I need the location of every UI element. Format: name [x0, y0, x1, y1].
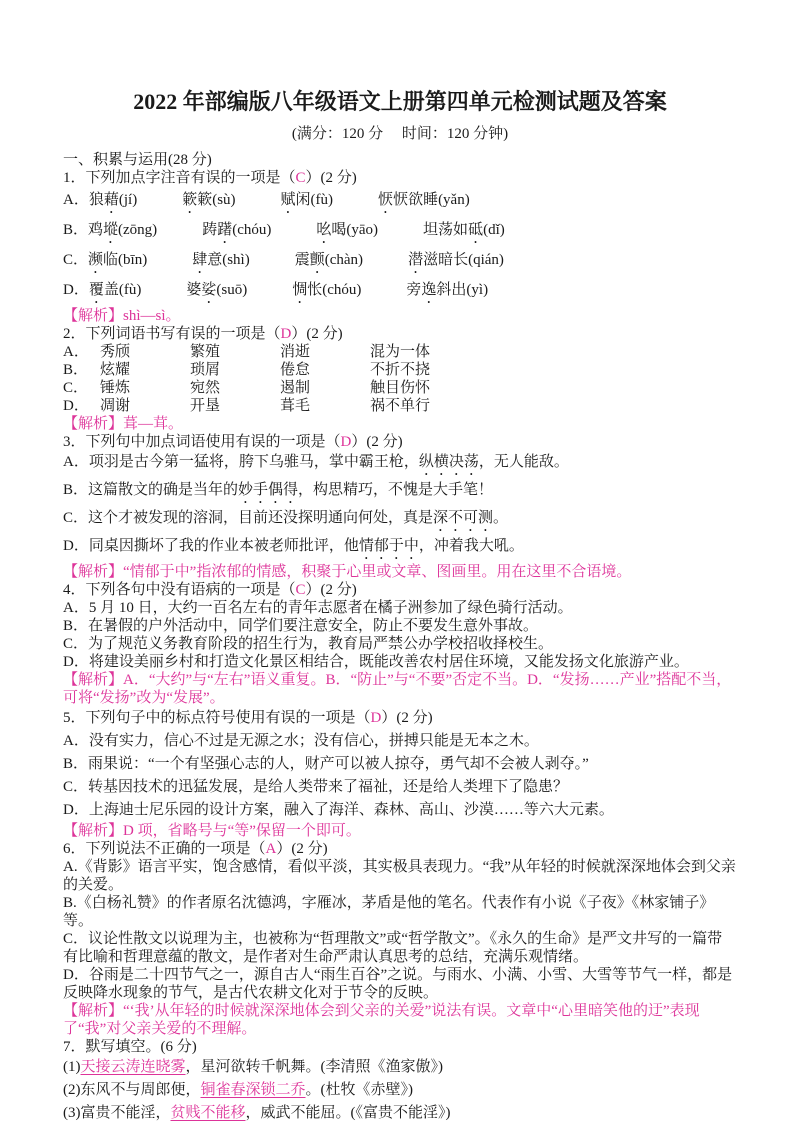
q3-option-d	[63, 535, 737, 563]
emphasized-word: 恹	[378, 192, 394, 208]
emphasized-word: 颤	[309, 252, 325, 268]
text-segment: ）(2 分)	[351, 434, 403, 450]
filled-answer: 铜雀春深锁二乔	[200, 1082, 306, 1098]
emphasized-word: 潜	[408, 252, 424, 268]
emphasized-word: 藉	[103, 192, 119, 208]
emphasized-word: 妙手偶得	[238, 482, 299, 498]
text-segment: ）(2 分)	[305, 582, 357, 598]
text-segment: ）(2 分)	[291, 326, 343, 342]
q1-stem	[63, 169, 737, 187]
q4-option-b: B．在暑假的户外活动中，同学们要注意安全，防止不要发生意外事故。	[63, 618, 539, 634]
text-segment: A．狼	[63, 192, 104, 208]
text-segment: (zōng)	[118, 222, 203, 238]
text-segment: 斜出(yì)	[436, 282, 489, 298]
word: 炫耀	[100, 362, 131, 378]
q2-option-b	[63, 361, 737, 379]
option-label: B．	[63, 362, 89, 378]
emphasized-word: 躇	[217, 222, 233, 238]
q1-option-c	[63, 247, 737, 277]
answer-letter: D	[280, 326, 292, 342]
option-label: A．	[63, 344, 89, 360]
text-segment: A．项羽是古今第一猛将，胯下乌骓马，掌中霸王枪，	[63, 454, 419, 470]
q3-stem	[63, 433, 737, 451]
q6-stem	[63, 840, 737, 858]
text-segment: ，星河欲转千帆舞。(李清照《渔家傲》)	[185, 1059, 444, 1075]
emphasized-word: 肆	[192, 252, 208, 268]
text-segment: 婆	[186, 282, 202, 298]
q6-option-c: C．议论性散文以说理为主，也被称为“哲理散文”或“哲学散文”。《永久的生命》是严文井写的一篇带有比喻和哲理意蕴的散文，是作者对生命严肃认真思考的总结，充满乐观情绪。	[63, 931, 723, 965]
q6-option-d: D．谷雨是二十四节气之一，源自古人“雨生百谷”之说。与雨水、小满、小雪、大雪等节气一样，都是反映降水现象的节气，是古代农耕文化对于节令的反映。	[63, 967, 733, 1001]
q3-analysis: 【解析】“情郁于中”指浓郁的情感，积聚于心里或文章、图画里。用在这里不合语境。	[63, 564, 632, 580]
q4-option-d: D．将建设美丽乡村和打造文化景区相结合，既能改善农村居住环境，又能发扬文化旅游产业。	[63, 654, 689, 670]
word: 锤炼	[100, 380, 131, 396]
word: 消逝	[280, 344, 311, 360]
section-heading: 一、积累与运用(28 分)	[63, 152, 212, 168]
word: 繁殖	[190, 344, 221, 360]
word: 混为一体	[370, 344, 431, 360]
text-segment: 5．下列句子中的标点符号使用有误的一项是（	[63, 710, 371, 726]
text-segment: (dǐ)	[483, 222, 505, 238]
option-label: D．	[63, 398, 89, 414]
q5-option-c: C．转基因技术的迅猛发展，是给人类带来了福祉，还是给人类埋下了隐患？	[63, 779, 569, 795]
text-segment: ）(2 分)	[276, 841, 328, 857]
q4-stem	[63, 581, 737, 599]
text-segment: 意(shì)	[207, 252, 295, 268]
text-segment: B．这篇散文的确是当年的	[63, 482, 239, 498]
emphasized-word: 纵横决荡	[418, 454, 479, 470]
q5-option-d: D．上海迪士尼乐园的设计方案，融入了海洋、森林、高山、沙漠……等六大元素。	[63, 802, 614, 818]
q2-option-c	[63, 379, 737, 397]
word: 触目伤怀	[370, 380, 431, 396]
text-segment: 3．下列句中加点词语使用有误的一项是（	[63, 434, 341, 450]
answer-letter: D	[340, 434, 352, 450]
word: 凋谢	[100, 398, 131, 414]
q6-analysis: 【解析】“‘我’从年轻的时候就深深地体会到父亲的关爱”说法有误。文章中“心里暗笑他的迂”表现了“我”对父亲关爱的不理解。	[63, 1003, 700, 1037]
word: 祸不单行	[370, 398, 431, 414]
emphasized-word: 深不可测	[433, 510, 494, 526]
exam-score-time-info: (满分：120 分 时间：120 分钟)	[291, 126, 509, 142]
text-segment: ，构思精巧，不愧是大手笔！	[298, 482, 494, 498]
text-segment: D．	[63, 282, 89, 298]
text-segment: B．鸡	[63, 222, 104, 238]
q2-stem	[63, 325, 737, 343]
q6-option-a: A.《背影》语言平实，饱含感情，看似平淡，其实极具表现力。“我”从年轻的时候就深深地体会到父亲的关爱。	[63, 859, 736, 893]
emphasized-word: 逸	[421, 282, 437, 298]
text-segment: 。(杜牧《赤壁》)	[305, 1082, 414, 1098]
q2-option-d	[63, 397, 737, 415]
text-segment: 喝(yāo)	[331, 222, 424, 238]
emphasized-word: 赋	[280, 192, 296, 208]
word: 葺毛	[280, 398, 311, 414]
emphasized-word: 簌	[182, 192, 198, 208]
text-segment: (suō)	[216, 282, 293, 298]
text-segment: ，威武不能屈。(《富贵不能淫》)	[245, 1105, 451, 1121]
text-segment: (jí)	[118, 192, 183, 208]
answer-letter: C	[295, 582, 306, 598]
text-segment: (2)东风不与周郎便，	[63, 1082, 201, 1098]
emphasized-word: 濒	[88, 252, 104, 268]
text-segment: (chóu)	[232, 222, 317, 238]
text-segment: 踌	[202, 222, 218, 238]
text-segment: ）(2 分)	[305, 170, 357, 186]
text-segment: 2．下列词语书写有误的一项是（	[63, 326, 281, 342]
word: 遏制	[280, 380, 311, 396]
q1-analysis: 【解析】shì—sì。	[63, 308, 181, 324]
emphasized-word: 砥	[468, 222, 484, 238]
word: 不折不挠	[370, 362, 431, 378]
q1-option-d	[63, 277, 737, 307]
q7-blank-1	[63, 1056, 737, 1079]
text-segment: C．这个才被发现的溶洞，目前还没探明通向何处，真是	[63, 510, 434, 526]
text-segment: 滋暗长(qián)	[423, 252, 504, 268]
word: 秀颀	[100, 344, 131, 360]
text-segment: 4．下列各句中没有语病的一项是（	[63, 582, 296, 598]
text-segment: 簌(sù)	[197, 192, 281, 208]
q4-option-c: C．为了规范义务教育阶段的招生行为，教育局严禁公办学校招收择校生。	[63, 636, 554, 652]
text-segment: 。	[493, 510, 509, 526]
page-title: 2022 年部编版八年级语文上册第四单元检测试题及答案	[133, 89, 667, 114]
q5-option-b: B．雨果说：“一个有坚强心志的人，财产可以被人掠夺，勇气却不会被人剥夺。”	[63, 756, 589, 772]
q2-analysis: 【解析】葺—茸。	[63, 416, 184, 432]
answer-letter: D	[370, 710, 382, 726]
option-label: C．	[63, 380, 89, 396]
q4-option-a: A．5 月 10 日，大约一百名左右的青年志愿者在橘子洲参加了绿色骑行活动。	[63, 600, 573, 616]
text-segment: 6．下列说法不正确的一项是（	[63, 841, 266, 857]
text-segment: 震	[294, 252, 310, 268]
text-segment: C．	[63, 252, 89, 268]
q3-option-a	[63, 451, 737, 479]
emphasized-word: 惆	[292, 282, 308, 298]
q3-option-b	[63, 479, 737, 507]
text-segment: 盖(fù)	[103, 282, 187, 298]
answer-letter: C	[295, 170, 306, 186]
emphasized-word: 覆	[88, 282, 104, 298]
word: 倦怠	[280, 362, 311, 378]
text-segment: 闲(fù)	[295, 192, 379, 208]
emphasized-word: 娑	[201, 282, 217, 298]
word: 开垦	[190, 398, 221, 414]
text-segment: 旁	[406, 282, 422, 298]
text-segment: ）(2 分)	[381, 710, 433, 726]
q5-analysis: 【解析】D 项，省略号与“等”保留一个即可。	[63, 823, 361, 839]
word: 宛然	[190, 380, 221, 396]
text-segment: 恹欲睡(yǎn)	[393, 192, 470, 208]
emphasized-word: 㙡	[103, 222, 119, 238]
q5-stem	[63, 707, 737, 730]
text-segment: (3)富贵不能淫，	[63, 1105, 171, 1121]
q1-option-a	[63, 187, 737, 217]
q2-option-a	[63, 343, 737, 361]
q4-analysis: 【解析】A．“大约”与“左右”语义重复。B．“防止”与“不要”否定不当。D．“发扬……产业”搭配不当，可将“发扬”改为“发展”。	[63, 672, 732, 706]
filled-answer: 贫贱不能移	[170, 1105, 246, 1121]
emphasized-word: 吆	[316, 222, 332, 238]
q6-option-b: B.《白杨礼赞》的作者原名沈德鸿，字雁冰，茅盾是他的笔名。代表作有小说《子夜》《林家铺子》等。	[63, 895, 715, 929]
emphasized-word: 情郁于中	[358, 538, 419, 554]
text-segment: 坦荡如	[423, 222, 469, 238]
q7-stem: 7．默写填空。(6 分)	[63, 1039, 197, 1055]
word: 琐屑	[190, 362, 221, 378]
text-segment: (1)	[63, 1059, 81, 1075]
text-segment: D．同桌因撕坏了我的作业本被老师批评，他	[63, 538, 359, 554]
text-segment: (chàn)	[324, 252, 409, 268]
text-segment: 怅(chóu)	[307, 282, 407, 298]
text-segment: 1．下列加点字注音有误的一项是（	[63, 170, 296, 186]
answer-letter: A	[265, 841, 277, 857]
filled-answer: 天接云涛连晓雾	[80, 1059, 186, 1075]
text-segment: ，无人能敌。	[478, 454, 569, 470]
q3-option-c	[63, 507, 737, 535]
q1-option-b	[63, 217, 737, 247]
text-segment: 临(bīn)	[103, 252, 193, 268]
q5-option-a: A．没有实力，信心不过是无源之水；没有信心，拼搏只能是无本之木。	[63, 733, 539, 749]
text-segment: ，冲着我大吼。	[418, 538, 524, 554]
q7-blank-3	[63, 1102, 737, 1122]
q7-blank-2	[63, 1079, 737, 1102]
